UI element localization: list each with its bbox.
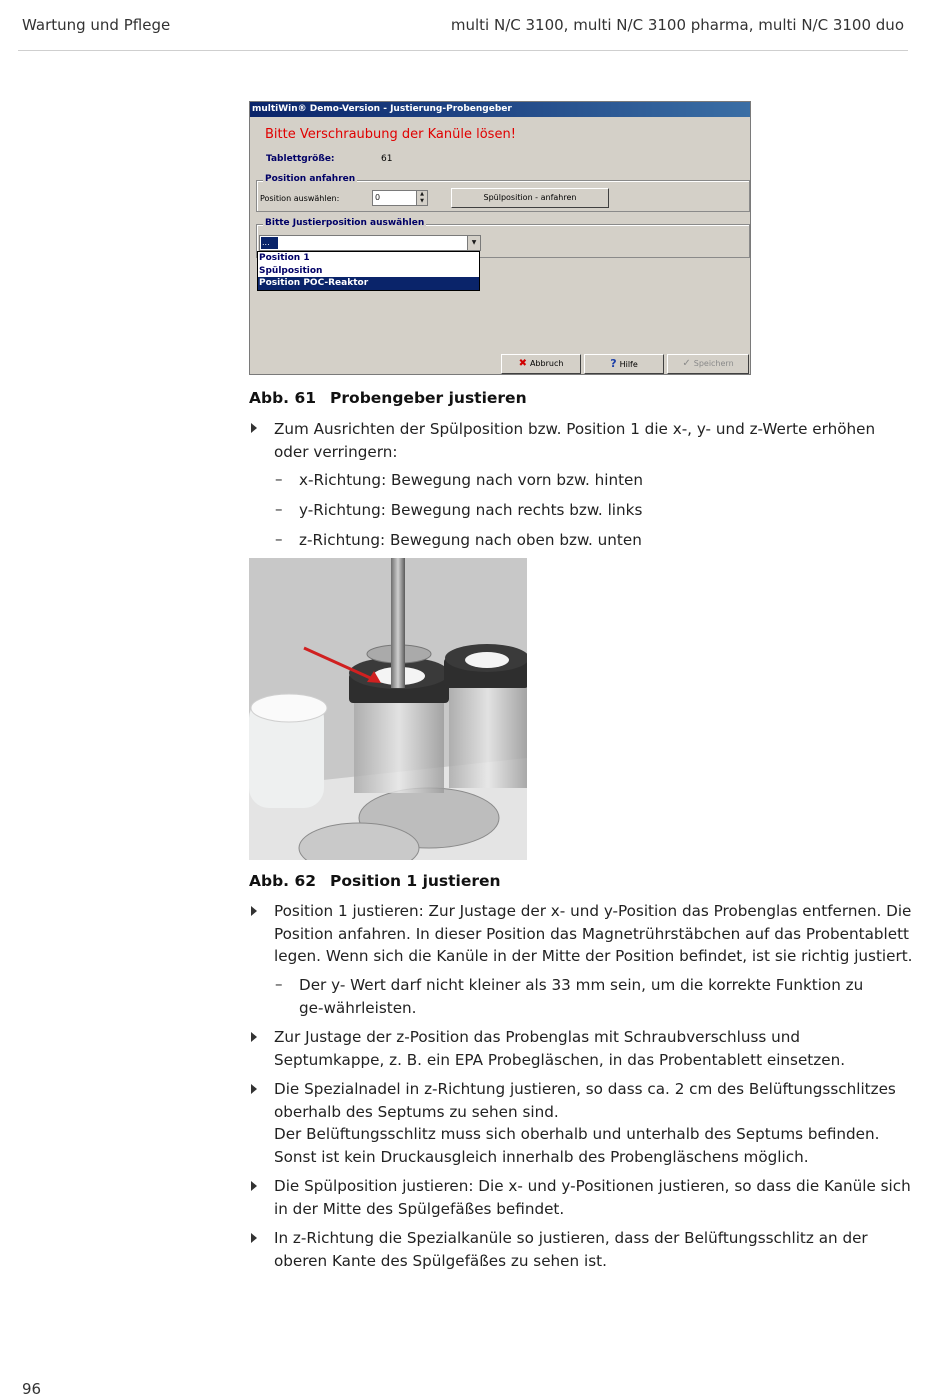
tray-size-label: Tablettgröße:	[266, 154, 335, 164]
dash-icon: –	[275, 500, 283, 518]
step-arrow-icon	[251, 423, 257, 433]
adjustment-dialog-screenshot	[249, 101, 751, 375]
figure-61-caption: Abb. 61 Probengeber justieren	[249, 389, 527, 407]
dash-icon: –	[275, 975, 283, 993]
position-stepper-value: 0	[375, 193, 381, 202]
dropdown-item-position-1[interactable]: Position 1	[259, 253, 310, 263]
subitem-z: z-Richtung: Bewegung nach oben bzw. unten	[299, 531, 642, 549]
dialog-title-bar: multiWin® Demo-Version - Justierung-Probengeber	[250, 102, 750, 117]
approach-group-label: Position anfahren	[265, 174, 356, 184]
step-arrow-icon	[251, 1084, 257, 1094]
save-button[interactable]: ✓ Speichern	[667, 354, 749, 374]
step-z-position: Zur Justage der z-Position das Probenglas mit Schraubverschluss und Septumkappe, z. B. ein EPA Probegläschen, in das Probentablett einsetzen.	[274, 1028, 846, 1069]
step-arrow-icon	[251, 906, 257, 916]
step-1-text: Zum Ausrichten der Spülposition bzw. Position 1 die x-, y- und z-Werte erhöhen oder verringern:	[274, 420, 876, 461]
figure-62-caption: Abb. 62 Position 1 justieren	[249, 872, 501, 890]
sampler-photo-illustration	[249, 558, 527, 860]
approach-position-group	[256, 174, 750, 212]
step-vent-slot-note: Der Belüftungsschlitz muss sich oberhalb und unterhalb des Septums befinden. Sonst ist kein Druckausgleich innerhalb des Probengläschens möglich.	[274, 1125, 880, 1166]
running-header-right: multi N/C 3100, multi N/C 3100 pharma, multi N/C 3100 duo	[450, 16, 904, 34]
adjust-position-select[interactable]	[259, 235, 481, 251]
approach-rinse-position-button[interactable]: Spülposition - anfahren	[451, 188, 609, 208]
step-arrow-icon	[251, 1181, 257, 1191]
tray-size-value: 61	[381, 154, 393, 164]
step-position-1: Position 1 justieren: Zur Justage der x- und y-Position das Probenglas entfernen. Die Position anfahren. In dieser Position das Magnetrührstäbchen auf das Probentablett legen. Wenn sich die Kanüle in der Mitte der Position befindet, ist sie richtig justiert.	[274, 902, 913, 965]
subitem-x: x-Richtung: Bewegung nach vorn bzw. hinten	[299, 471, 644, 489]
stepper-arrows-icon[interactable]: ▲ ▼	[416, 191, 427, 205]
dropdown-item-poc-reactor[interactable]: Position POC-Reaktor	[258, 277, 479, 290]
combo-value: ...	[261, 237, 278, 249]
step-arrow-icon	[251, 1032, 257, 1042]
step-z-direction: In z-Richtung die Spezialkanüle so justieren, dass der Belüftungsschlitz an der oberen Kante des Spülgefäßes zu sehen ist.	[274, 1229, 868, 1270]
step-arrow-icon	[251, 1233, 257, 1243]
position-1-photo	[249, 558, 527, 860]
dash-icon: –	[275, 530, 283, 548]
page-number: 96	[22, 1380, 42, 1398]
position-dropdown-list	[257, 251, 480, 291]
checkmark-icon: ✓	[682, 358, 691, 369]
cancel-button[interactable]: ✖ Abbruch	[501, 354, 581, 374]
running-header-left: Wartung und Pflege	[22, 16, 171, 34]
header-divider	[18, 50, 908, 51]
close-icon: ✖	[518, 358, 527, 369]
dialog-warning: Bitte Verschraubung der Kanüle lösen!	[265, 127, 516, 142]
position-stepper[interactable]	[372, 190, 428, 206]
dropdown-item-rinse-position[interactable]: Spülposition	[259, 265, 323, 276]
subitem-y: y-Richtung: Bewegung nach rechts bzw. links	[299, 501, 643, 519]
step-special-needle: Die Spezialnadel in z-Richtung justieren, so dass ca. 2 cm des Belüftungsschlitzes oberhalb des Septums zu sehen sind.	[274, 1080, 896, 1121]
adjust-group-label: Bitte Justierposition auswählen	[265, 218, 425, 228]
help-icon: ?	[610, 357, 617, 370]
select-position-label: Position auswählen:	[260, 194, 340, 203]
chevron-down-icon[interactable]: ▼	[467, 236, 480, 250]
note-y-value: Der y- Wert darf nicht kleiner als 33 mm sein, um die korrekte Funktion zu ge-währleisten.	[299, 976, 864, 1017]
help-button[interactable]: ? Hilfe	[584, 354, 664, 374]
dash-icon: –	[275, 470, 283, 488]
step-rinse-position: Die Spülposition justieren: Die x- und y-Positionen justieren, so dass die Kanüle sich in der Mitte des Spülgefäßes befindet.	[274, 1177, 911, 1218]
